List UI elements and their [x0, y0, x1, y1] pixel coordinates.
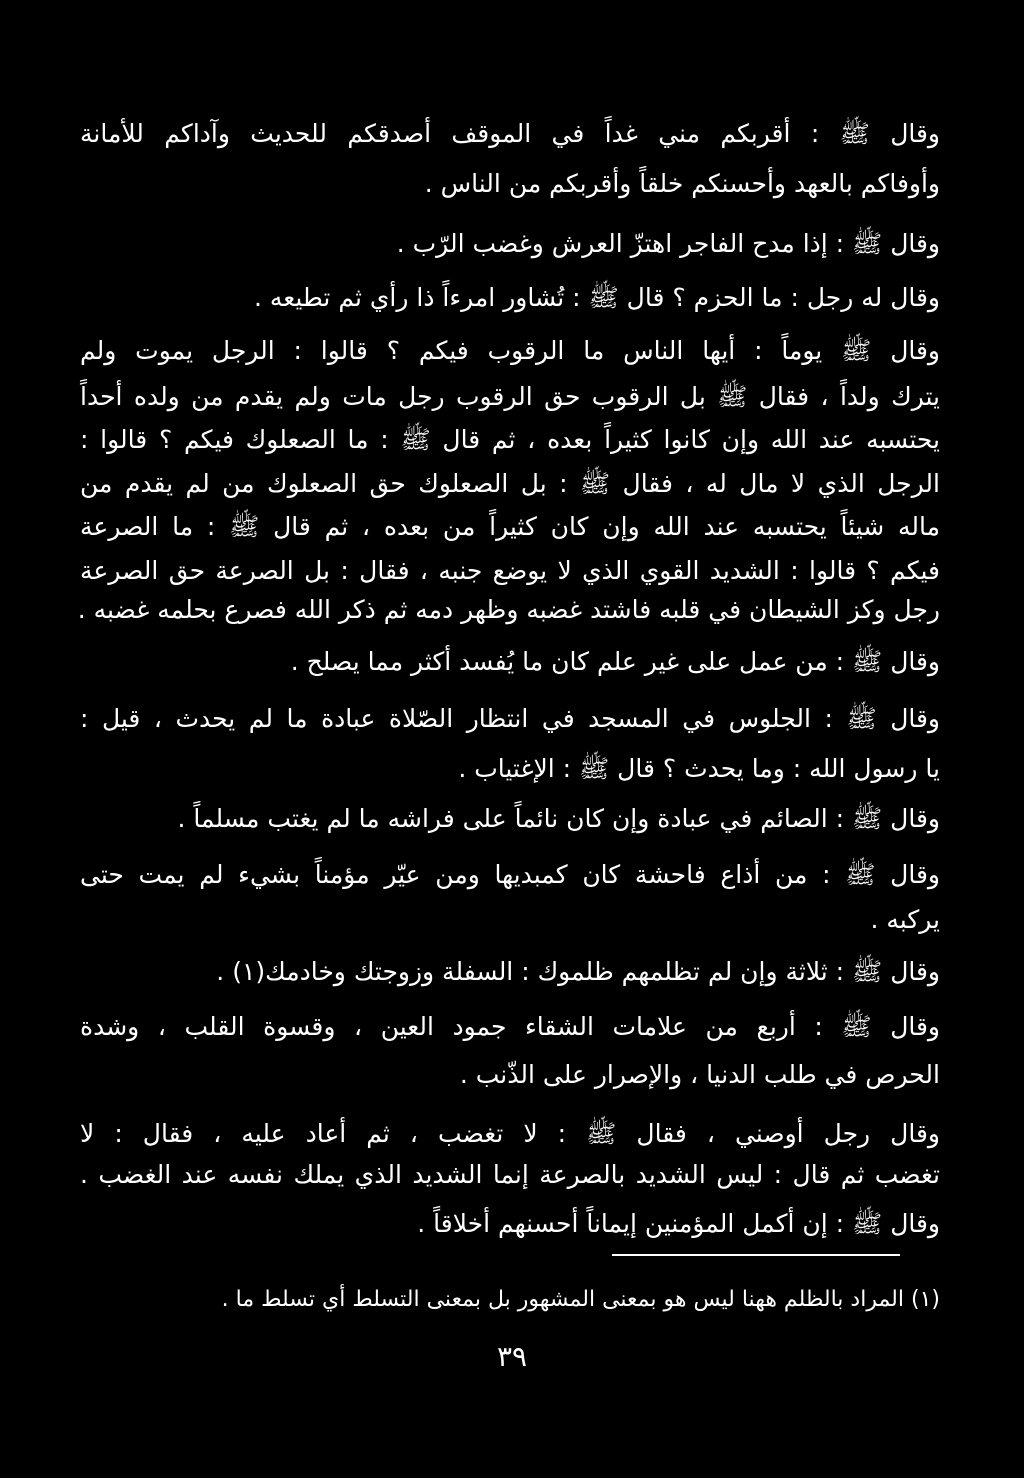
text-line: وقال ﷺ يوماً : أيها الناس ما الرقوب فيكم ؟ قالوا : الرجل يموت ولم [80, 336, 940, 365]
footnote: (١) المراد بالظلم ههنا ليس هو بمعنى المشهور بل بمعنى التسلط أي تسلط ما . [221, 1287, 940, 1312]
text-line: وقال ﷺ : الصائم في عبادة وإن كان نائماً على فراشه ما لم يغتب مسلماً . [177, 804, 940, 833]
text-line: وقال له رجل : ما الحزم ؟ قال ﷺ : تُشاور امرءاً ذا رأي ثم تطيعه . [254, 283, 940, 312]
text-line: الرجل الذي لا مال له ، فقال ﷺ : بل الصعلوك حق الصعلوك من لم يقدم من [80, 469, 940, 498]
text-line: وقال ﷺ : إذا مدح الفاجر اهتزّ العرش وغضب الرّب . [396, 229, 940, 258]
text-line: تغضب ثم قال : ليس الشديد بالصرعة إنما الشديد الذي يملك نفسه عند الغضب . [80, 1160, 940, 1189]
text-line: وقال ﷺ : من عمل على غير علم كان ما يُفسد أكثر مما يصلح . [290, 647, 940, 676]
text-line: فيكم ؟ قالوا : الشديد القوي الذي لا يوضع جنبه ، فقال : بل الصرعة حق الصرعة [80, 556, 940, 585]
page-number: ٣٩ [496, 1340, 528, 1373]
text-line: وقال ﷺ : إن أكمل المؤمنين إيماناً أحسنهم أخلاقاً . [417, 1209, 940, 1238]
text-line: وقال ﷺ : أربع من علامات الشقاء جمود العين ، وقسوة القلب ، وشدة [80, 1012, 940, 1041]
text-line: وقال رجل أوصني ، فقال ﷺ : لا تغضب ، ثم أعاد عليه ، فقال : لا [80, 1119, 940, 1148]
text-line: وأوفاكم بالعهد وأحسنكم خلقاً وأقربكم من الناس . [424, 169, 940, 198]
text-line: ماله شيئاً يحتسبه عند الله وإن كان كثيراً من بعده ، ثم قال ﷺ : ما الصرعة [80, 512, 940, 541]
text-line: يا رسول الله : وما يحدث ؟ قال ﷺ : الإغتياب . [458, 754, 940, 783]
text-line: يحتسبه عند الله وإن كانوا كثيراً بعده ، ثم قال ﷺ : ما الصعلوك فيكم ؟ قالوا : [80, 425, 940, 454]
text-line: يركبه . [870, 905, 940, 934]
text-line: الحرص في طلب الدنيا ، والإصرار على الذّنب . [459, 1060, 940, 1089]
text-line: وقال ﷺ : من أذاع فاحشة كان كمبديها ومن عيّر مؤمناً بشيء لم يمت حتى [80, 860, 940, 889]
text-line: وقال ﷺ : أقربكم مني غداً في الموقف أصدقكم للحديث وآداكم للأمانة [80, 119, 940, 148]
text-line: رجل وكز الشيطان في قلبه فاشتد غضبه وظهر دمه ثم ذكر الله فصرع بحلمه غضبه . [77, 595, 940, 624]
text-line: يترك ولداً ، فقال ﷺ بل الرقوب حق الرقوب رجل مات ولم يقدم من ولده أحداً [80, 382, 940, 411]
text-line: وقال ﷺ : الجلوس في المسجد في انتظار الصّلاة عبادة ما لم يحدث ، قيل : [80, 704, 940, 733]
text-line: وقال ﷺ : ثلاثة وإن لم تظلمهم ظلموك : السفلة وزوجتك وخادمك(١) . [216, 957, 940, 986]
footnote-divider [612, 1254, 900, 1256]
